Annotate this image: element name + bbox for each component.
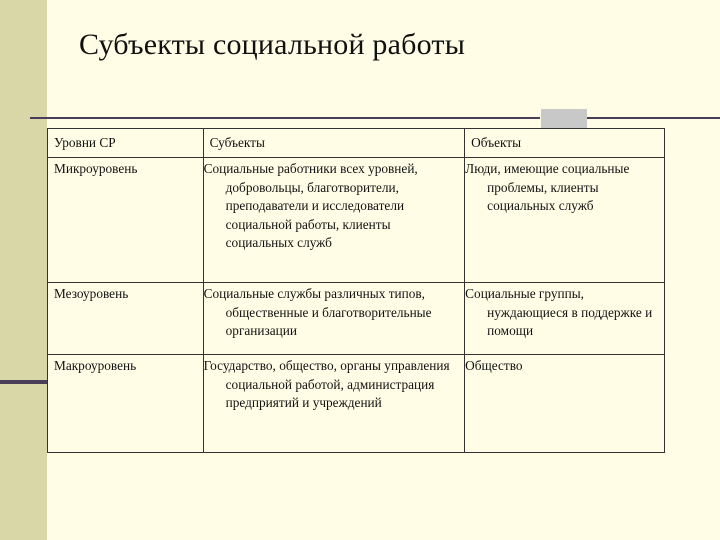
cell-level: Мезоуровень [48,283,204,355]
table-row [48,355,665,453]
cell-subjects: Социальные службы различных типов, общественные и благотворительные организации [203,283,465,355]
title-divider-right [587,117,720,119]
table-row [48,158,665,283]
cell-objects: Социальные группы, нуждающиеся в поддержке и помощи [465,283,665,355]
header-subjects: Субъекты [203,129,465,158]
header-levels: Уровни СР [48,129,204,158]
slide-title: Субъекты социальной работы [79,28,466,61]
cell-objects: Люди, имеющие социальные проблемы, клиенты социальных служб [465,158,665,283]
cell-subjects: Государство, общество, органы управления социальной работой, администрация предприятий и учреждений [203,355,465,453]
title-divider-left [30,117,540,119]
table-header-row [48,129,665,158]
subjects-table [47,128,665,453]
cell-objects: Общество [465,355,665,453]
table-row [48,283,665,355]
cell-level: Микроуровень [48,158,204,283]
title-divider-block [541,109,587,129]
header-objects: Объекты [465,129,665,158]
left-decor-band [0,0,47,540]
cell-subjects: Социальные работники всех уровней, добровольцы, благотворители, преподаватели и исследователи социальной работы, клиенты социальных служб [203,158,465,283]
left-decor-line [0,380,47,384]
cell-level: Макроуровень [48,355,204,453]
